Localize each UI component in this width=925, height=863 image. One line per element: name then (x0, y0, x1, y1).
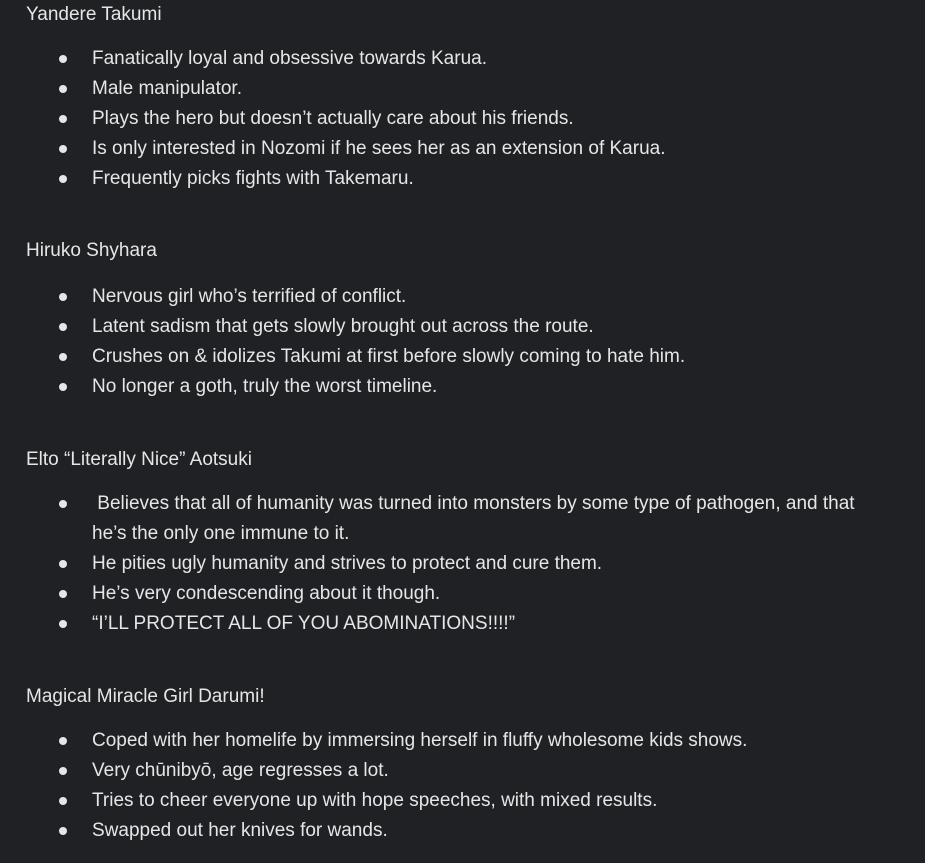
bullet-icon (59, 353, 67, 361)
list-item (0, 44, 925, 74)
bullet-icon (59, 175, 67, 183)
list-item-text: Believes that all of humanity was turned into monsters by some type of pathogen, and that he’s the only one immune to it. (92, 493, 860, 544)
list-item (0, 786, 925, 816)
section-heading: Yandere Takumi (26, 4, 162, 25)
list-item (0, 104, 925, 134)
list-item-text: Coped with her homelife by immersing herself in fluffy wholesome kids shows. (92, 730, 748, 751)
list-item-text: He pities ugly humanity and strives to protect and cure them. (92, 553, 603, 574)
bullet-icon (59, 293, 67, 301)
list-item-text: Fanatically loyal and obsessive towards Karua. (92, 48, 487, 69)
list-item (0, 134, 925, 164)
list-item (0, 609, 925, 639)
bullet-icon (59, 560, 67, 568)
list-item-text: Nervous girl who’s terrified of conflict. (92, 286, 407, 307)
bullet-icon (59, 323, 67, 331)
list-item (0, 164, 925, 194)
list-item-text: Very chūnibyō, age regresses a lot. (92, 760, 389, 781)
bullet-icon (59, 737, 67, 745)
section-heading: Hiruko Shyhara (26, 240, 157, 261)
bullet-list (0, 489, 925, 639)
section-heading: Magical Miracle Girl Darumi! (26, 686, 265, 707)
bullet-icon (59, 797, 67, 805)
list-item (0, 579, 925, 609)
list-item (0, 372, 925, 402)
list-item-text: Crushes on & idolizes Takumi at first before slowly coming to hate him. (92, 346, 686, 367)
list-item-text: Plays the hero but doesn’t actually care about his friends. (92, 108, 574, 129)
list-item (0, 74, 925, 104)
bullet-list (0, 44, 925, 194)
list-item-text: “I’LL PROTECT ALL OF YOU ABOMINATIONS!!!!” (92, 613, 516, 634)
bullet-icon (59, 500, 67, 508)
bullet-icon (59, 115, 67, 123)
list-item (0, 282, 925, 312)
list-item (0, 726, 925, 756)
list-item (0, 756, 925, 786)
list-item (0, 312, 925, 342)
list-item (0, 549, 925, 579)
bullet-icon (59, 767, 67, 775)
bullet-icon (59, 383, 67, 391)
bullet-list (0, 726, 925, 846)
list-item (0, 816, 925, 846)
bullet-icon (59, 55, 67, 63)
list-item-text: Frequently picks fights with Takemaru. (92, 168, 414, 189)
bullet-icon (59, 590, 67, 598)
bullet-icon (59, 85, 67, 93)
list-item (0, 342, 925, 372)
section-heading: Elto “Literally Nice” Aotsuki (26, 449, 252, 470)
bullet-icon (59, 827, 67, 835)
list-item-text: He’s very condescending about it though. (92, 583, 441, 604)
list-item-text: Latent sadism that gets slowly brought out across the route. (92, 316, 594, 337)
list-item (0, 489, 925, 549)
list-item-text: No longer a goth, truly the worst timeline. (92, 376, 438, 397)
list-item-text: Male manipulator. (92, 78, 242, 99)
list-item-text: Tries to cheer everyone up with hope speeches, with mixed results. (92, 790, 658, 811)
bullet-list (0, 282, 925, 402)
list-item-text: Swapped out her knives for wands. (92, 820, 388, 841)
bullet-icon (59, 145, 67, 153)
list-item-text: Is only interested in Nozomi if he sees her as an extension of Karua. (92, 138, 666, 159)
bullet-icon (59, 620, 67, 628)
